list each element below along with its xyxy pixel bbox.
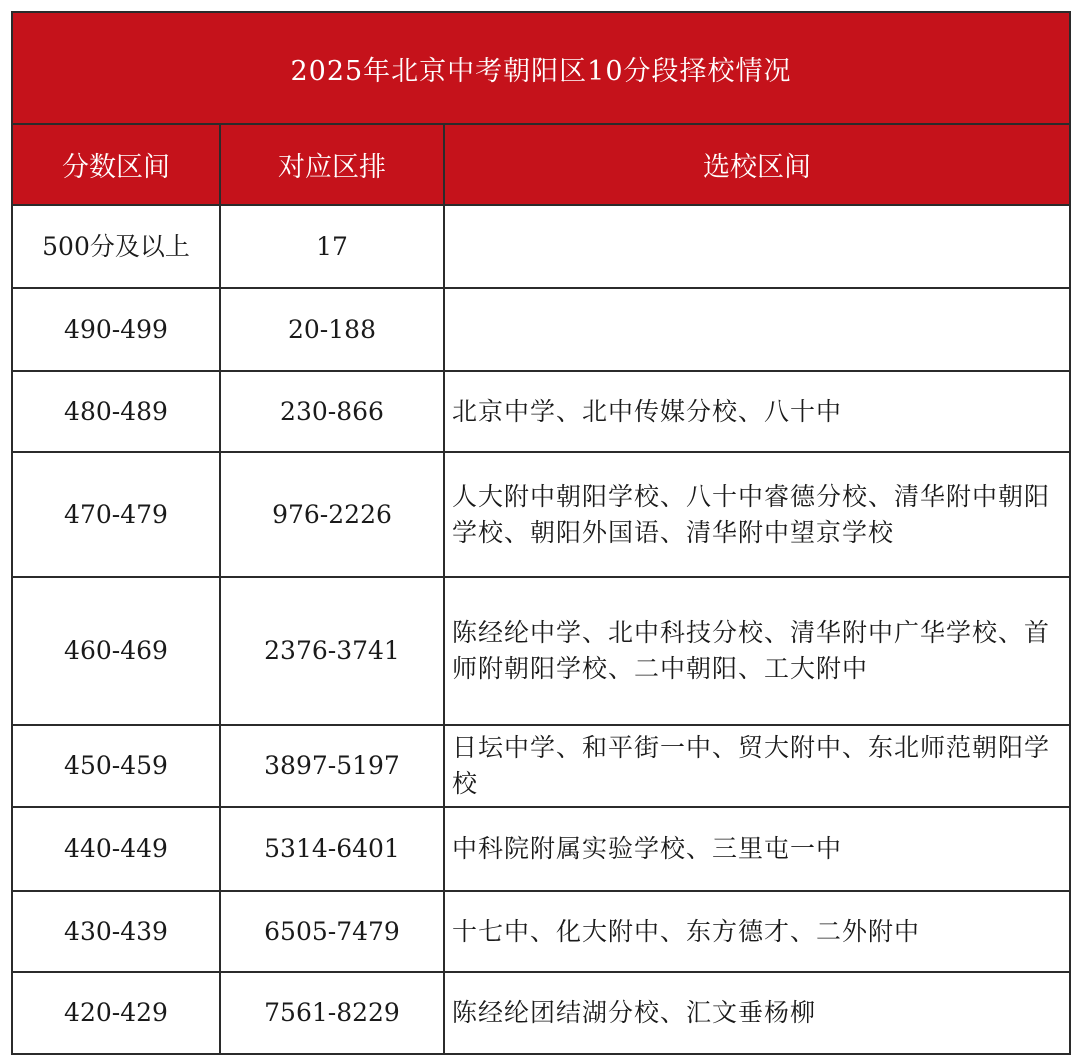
schools-cell: 中科院附属实验学校、三里屯一中 (444, 807, 1070, 891)
schools-cell: 陈经纶团结湖分校、汇文垂杨柳 (444, 972, 1070, 1054)
header-district-rank: 对应区排 (220, 124, 444, 205)
schools-cell: 北京中学、北中传媒分校、八十中 (444, 371, 1070, 452)
rank-cell: 6505-7479 (220, 891, 444, 972)
schools-cell: 日坛中学、和平街一中、贸大附中、东北师范朝阳学校 (444, 725, 1070, 807)
score-cell: 500分及以上 (12, 205, 220, 288)
table-row (12, 205, 1070, 288)
schools-cell: 陈经纶中学、北中科技分校、清华附中广华学校、首师附朝阳学校、二中朝阳、工大附中 (444, 577, 1070, 725)
table-row (12, 288, 1070, 371)
schools-cell (444, 205, 1070, 288)
table-row (12, 371, 1070, 452)
schools-cell: 人大附中朝阳学校、八十中睿德分校、清华附中朝阳学校、朝阳外国语、清华附中望京学校 (444, 452, 1070, 577)
score-cell: 470-479 (12, 452, 220, 577)
header-score-range: 分数区间 (12, 124, 220, 205)
score-cell: 490-499 (12, 288, 220, 371)
table-row (12, 725, 1070, 807)
table-header-row (12, 124, 1070, 205)
score-cell: 420-429 (12, 972, 220, 1054)
score-cell: 440-449 (12, 807, 220, 891)
table-row (12, 891, 1070, 972)
rank-cell: 3897-5197 (220, 725, 444, 807)
rank-cell: 2376-3741 (220, 577, 444, 725)
rank-cell: 20-188 (220, 288, 444, 371)
table-title-row (12, 12, 1070, 124)
schools-cell (444, 288, 1070, 371)
score-table-container (11, 11, 1069, 1055)
header-school-range: 选校区间 (444, 124, 1070, 205)
score-cell: 450-459 (12, 725, 220, 807)
table-row (12, 452, 1070, 577)
rank-cell: 7561-8229 (220, 972, 444, 1054)
table-row (12, 577, 1070, 725)
table-title: 2025年北京中考朝阳区10分段择校情况 (12, 12, 1070, 124)
rank-cell: 17 (220, 205, 444, 288)
rank-cell: 976-2226 (220, 452, 444, 577)
score-cell: 480-489 (12, 371, 220, 452)
table-row (12, 972, 1070, 1054)
rank-cell: 5314-6401 (220, 807, 444, 891)
score-cell: 460-469 (12, 577, 220, 725)
school-selection-table (11, 11, 1071, 1055)
score-cell: 430-439 (12, 891, 220, 972)
schools-cell: 十七中、化大附中、东方德才、二外附中 (444, 891, 1070, 972)
rank-cell: 230-866 (220, 371, 444, 452)
table-row (12, 807, 1070, 891)
